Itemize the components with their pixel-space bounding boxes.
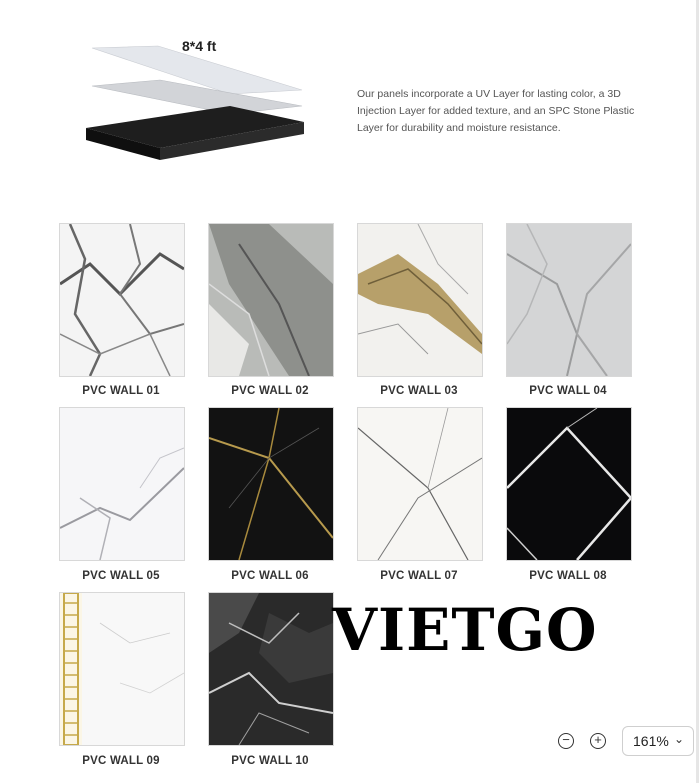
panel-swatch-08 — [506, 407, 632, 561]
panel-label-06: PVC WALL 06 — [231, 570, 309, 582]
panel-label-04: PVC WALL 04 — [529, 385, 607, 397]
panel-swatch-09 — [59, 592, 185, 746]
panel-label-01: PVC WALL 01 — [82, 385, 160, 397]
chevron-down-icon: ⌄ — [673, 732, 684, 746]
zoom-out-button[interactable] — [558, 733, 574, 749]
panel-swatch-02 — [208, 223, 334, 377]
panel-swatch-06 — [208, 407, 334, 561]
zoom-in-button[interactable] — [590, 733, 606, 749]
zoom-level-select[interactable] — [622, 726, 694, 756]
panel-label-09: PVC WALL 09 — [82, 755, 160, 767]
layer-description: Our panels incorporate a UV Layer for lasting color, a 3D Injection Layer for added texture, and an SPC Stone Plastic Layer for durability and moisture resistance. — [357, 88, 635, 134]
panel-label-05: PVC WALL 05 — [82, 570, 160, 582]
panel-swatch-04 — [506, 223, 632, 377]
panel-swatch-10 — [208, 592, 334, 746]
panel-swatch-03 — [357, 223, 483, 377]
watermark: VIETGO — [332, 596, 598, 664]
minus-circle-icon: − — [562, 732, 570, 747]
panel-label-10: PVC WALL 10 — [231, 755, 309, 767]
panel-label-07: PVC WALL 07 — [380, 570, 458, 582]
panel-swatch-01 — [59, 223, 185, 377]
panel-size-label: 8*4 ft — [182, 38, 217, 54]
panel-swatch-05 — [59, 407, 185, 561]
panel-label-02: PVC WALL 02 — [231, 385, 309, 397]
panel-label-08: PVC WALL 08 — [529, 570, 607, 582]
plus-circle-icon: + — [594, 732, 602, 747]
zoom-level-value: 161% — [633, 733, 669, 749]
panel-swatch-07 — [357, 407, 483, 561]
panel-label-03: PVC WALL 03 — [380, 385, 458, 397]
